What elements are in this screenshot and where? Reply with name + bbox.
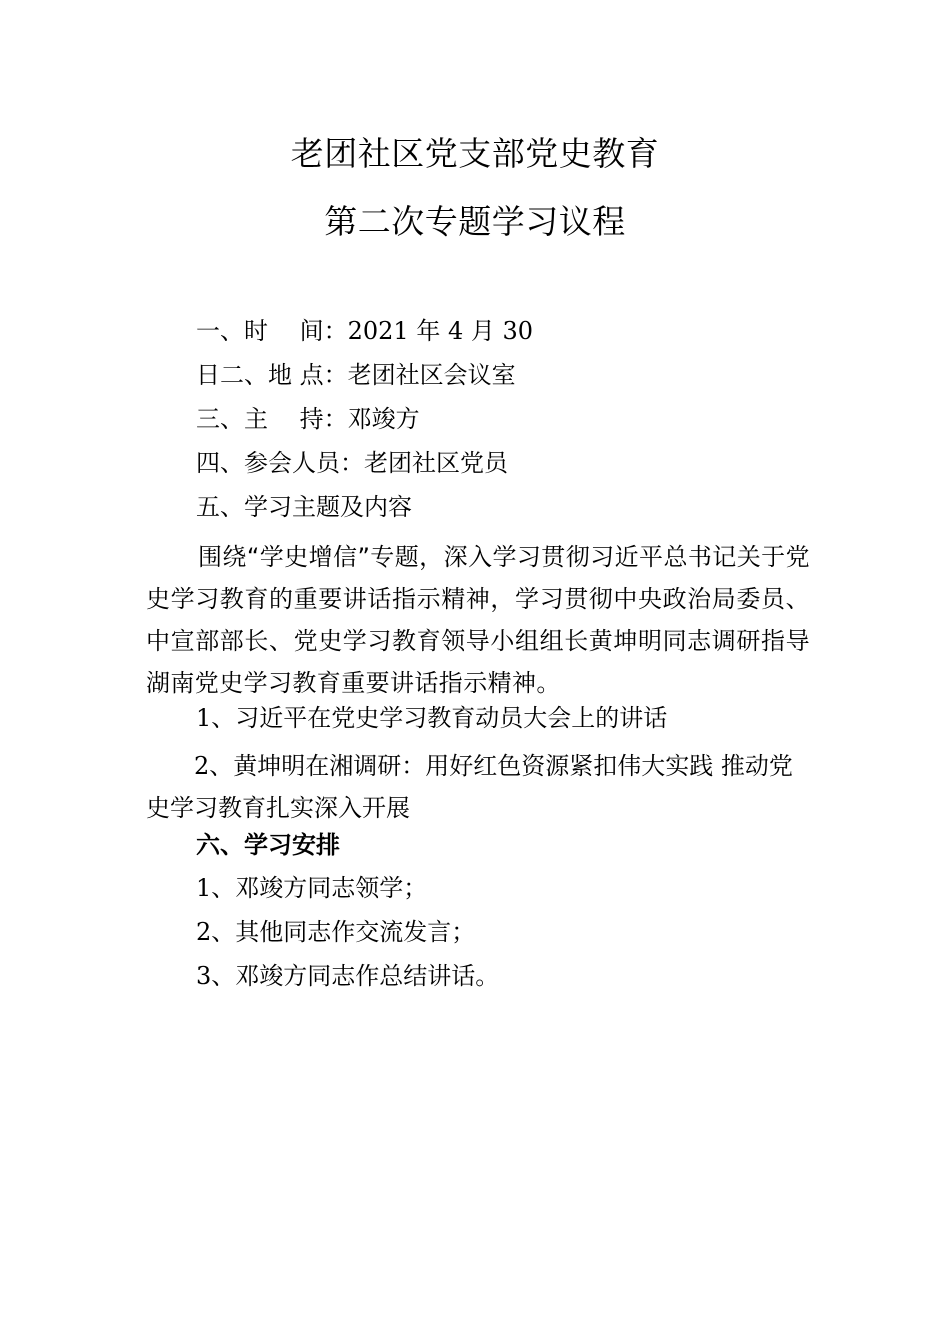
document-title-line1: 老团社区党支部党史教育 [290,134,660,173]
meeting-time: 一、时 间：2021 年 4 月 30 [196,317,534,345]
arrangement-item-3: 3、邓竣方同志作总结讲话。 [196,962,500,990]
study-topic-heading: 五、学习主题及内容 [196,493,412,521]
document-title-line2: 第二次专题学习议程 [324,202,626,241]
meeting-attendees: 四、参会人员：老团社区党员 [196,449,508,477]
arrangement-heading: 六、学习安排 [196,831,340,859]
study-item-2: 2、黄坤明在湘调研：用好红色资源紧扣伟大实践 推动党史学习教育扎实深入开展 [146,752,793,822]
arrangement-item-2: 2、其他同志作交流发言； [196,918,476,946]
study-topic-paragraph: 围绕“学史增信”专题，深入学习贯彻习近平总书记关于党史学习教育的重要讲话指示精神，学习贯彻中央政治局委员、中宣部部长、党史学习教育领导小组组长黄坤明同志调研指导湖南党史学习教育重要讲话指示精神。 [146,543,810,697]
meeting-place: 日二、地 点：老团社区会议室 [196,361,516,389]
study-item-1: 1、习近平在党史学习教育动员大会上的讲话 [196,704,668,732]
arrangement-item-1: 1、邓竣方同志领学； [196,874,428,902]
meeting-host: 三、主 持：邓竣方 [196,405,420,433]
